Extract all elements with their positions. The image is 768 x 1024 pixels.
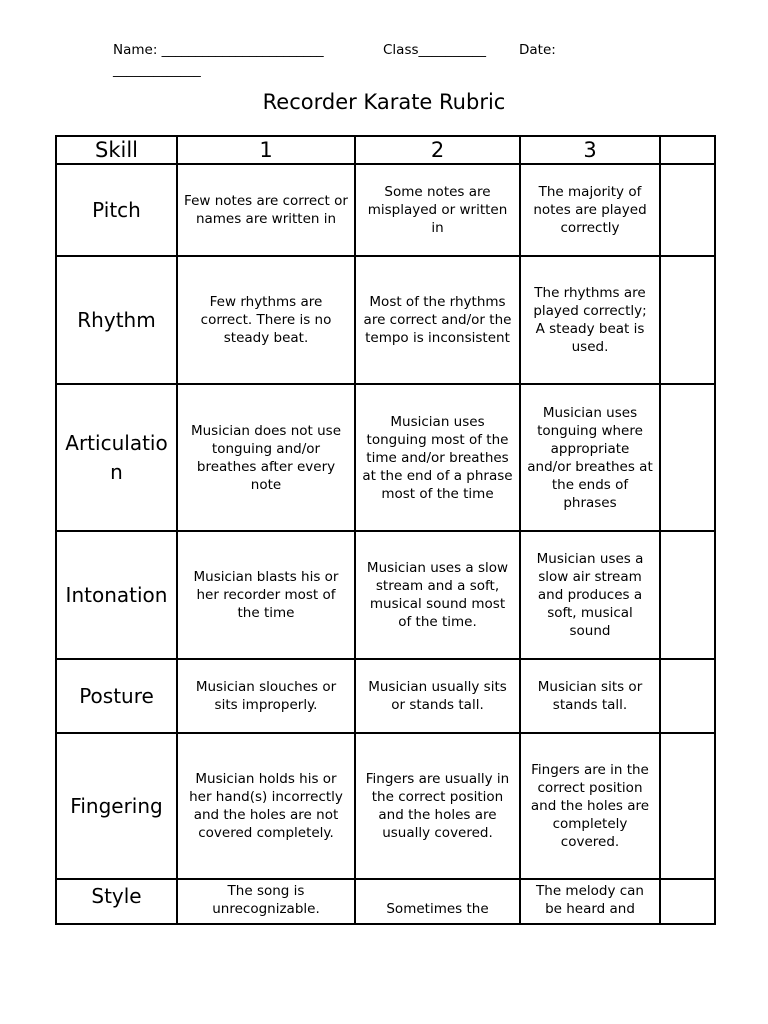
table-row <box>56 879 715 924</box>
rubric-cell[interactable] <box>660 384 715 531</box>
rubric-cell: Musician does not use tonguing and/or breathes after every note <box>177 384 355 531</box>
rubric-cell: Few notes are correct or names are written in <box>177 164 355 256</box>
skill-name: Intonation <box>56 531 177 659</box>
rubric-cell: Musician uses a slow stream and a soft, musical sound most of the time. <box>355 531 520 659</box>
skill-name: Posture <box>56 659 177 733</box>
rubric-cell[interactable] <box>660 531 715 659</box>
rubric-cell: Some notes are misplayed or written in <box>355 164 520 256</box>
rubric-cell: Musician slouches or sits improperly. <box>177 659 355 733</box>
rubric-cell: Musician sits or stands tall. <box>520 659 660 733</box>
rubric-cell: The song is unrecognizable. <box>177 879 355 924</box>
rubric-cell: Musician uses tonguing most of the time and/or breathes at the end of a phrase most of the time <box>355 384 520 531</box>
table-row <box>56 256 715 384</box>
table-row <box>56 164 715 256</box>
class-field[interactable]: Class__________ <box>383 42 487 58</box>
header-score-3: 3 <box>520 136 660 164</box>
rubric-cell: Musician holds his or her hand(s) incorrectly and the holes are not covered completely. <box>177 733 355 879</box>
table-row <box>56 531 715 659</box>
rubric-cell: The rhythms are played correctly; A steady beat is used. <box>520 256 660 384</box>
rubric-cell: Musician usually sits or stands tall. <box>355 659 520 733</box>
rubric-cell[interactable] <box>660 659 715 733</box>
rubric-cell: Musician uses tonguing where appropriate and/or breathes at the ends of phrases <box>520 384 660 531</box>
header-skill: Skill <box>56 136 177 164</box>
rubric-cell: Fingers are in the correct position and the holes are completely covered. <box>520 733 660 879</box>
rubric-header-row <box>56 136 715 164</box>
skill-name: Pitch <box>56 164 177 256</box>
rubric-cell: Few rhythms are correct. There is no steady beat. <box>177 256 355 384</box>
rubric-cell: Fingers are usually in the correct position and the holes are usually covered. <box>355 733 520 879</box>
rubric-cell: Musician blasts his or her recorder most of the time <box>177 531 355 659</box>
header-score-4 <box>660 136 715 164</box>
rubric-cell[interactable] <box>660 879 715 924</box>
rubric-cell: The melody can be heard and <box>520 879 660 924</box>
rubric-cell: Most of the rhythms are correct and/or the tempo is inconsistent <box>355 256 520 384</box>
rubric-cell[interactable] <box>660 164 715 256</box>
skill-name: Articulation <box>56 384 177 531</box>
rubric-cell: The majority of notes are played correctly <box>520 164 660 256</box>
rubric-cell: Sometimes the <box>355 879 520 924</box>
rubric-cell: Musician uses a slow air stream and produces a soft, musical sound <box>520 531 660 659</box>
skill-name: Rhythm <box>56 256 177 384</box>
skill-name: Fingering <box>56 733 177 879</box>
table-row <box>56 384 715 531</box>
skill-name: Style <box>56 879 177 924</box>
date-field[interactable]: _____________ <box>113 62 201 78</box>
header-score-1: 1 <box>177 136 355 164</box>
rubric-cell[interactable] <box>660 733 715 879</box>
table-row <box>56 659 715 733</box>
page-title: Recorder Karate Rubric <box>262 90 506 114</box>
table-row <box>56 733 715 879</box>
date-label: Date: <box>519 42 556 58</box>
rubric-cell[interactable] <box>660 256 715 384</box>
name-field[interactable]: Name: ________________________ <box>113 42 324 58</box>
rubric-table <box>55 135 716 925</box>
header-score-2: 2 <box>355 136 520 164</box>
